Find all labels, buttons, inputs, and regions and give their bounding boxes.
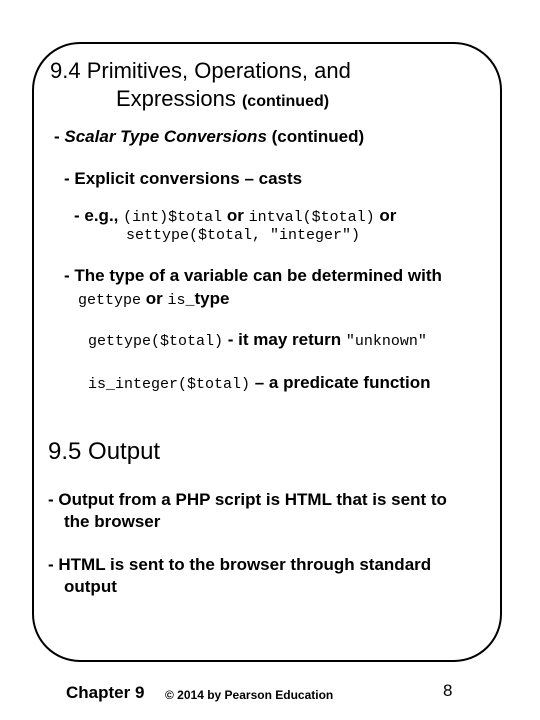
footer-page-number: 8 — [443, 681, 453, 700]
example-prefix: - e.g., — [74, 206, 124, 225]
type-determined-line2 — [78, 289, 229, 309]
explicit-conversions: - Explicit conversions – casts — [64, 169, 303, 188]
output-bullet2-line2: output — [64, 577, 117, 596]
slide-title-main: Expressions — [116, 86, 236, 111]
output-bullet1-line1: - Output from a PHP script is HTML that is sent to — [48, 490, 447, 509]
type-determined-line1: - The type of a variable can be determined with — [64, 266, 442, 285]
example-or-1: or — [222, 206, 249, 225]
slide-title-suffix: (continued) — [241, 93, 330, 110]
type-or: or — [141, 289, 168, 308]
code-gettype: gettype — [78, 292, 142, 309]
section-title-output: 9.5 Output — [48, 438, 161, 465]
isinteger-line — [88, 373, 430, 393]
example-code-cast: (int)$total — [123, 209, 223, 226]
unknown-code: "unknown" — [345, 333, 427, 350]
subheading — [54, 127, 364, 147]
subheading-suffix: (continued) — [266, 127, 365, 146]
gettype-line — [88, 330, 427, 350]
isinteger-code: is_integer($total) — [88, 376, 251, 393]
footer-chapter: Chapter 9 — [66, 683, 145, 702]
gettype-code: gettype($total) — [88, 333, 224, 350]
slide-title-line1: 9.4 Primitives, Operations, and — [50, 58, 351, 83]
example-code-intval: intval($total) — [248, 209, 375, 226]
footer-copyright: © 2014 by Pearson Education — [165, 688, 334, 702]
example-line — [74, 206, 396, 226]
gettype-text: - it may return — [223, 330, 346, 349]
example-code-settype: settype($total, "integer") — [126, 227, 361, 244]
subheading-prefix: - — [54, 127, 65, 146]
type-word: type — [194, 289, 230, 308]
code-is-prefix: is_ — [167, 292, 195, 309]
slide-title-line2 — [116, 86, 329, 112]
isinteger-text: – a predicate function — [250, 373, 431, 392]
subheading-italic: Scalar Type Conversions — [64, 127, 267, 146]
example-or-2: or — [374, 206, 397, 225]
output-bullet1-line2: the browser — [64, 512, 161, 531]
output-bullet2-line1: - HTML is sent to the browser through standard — [48, 555, 432, 574]
